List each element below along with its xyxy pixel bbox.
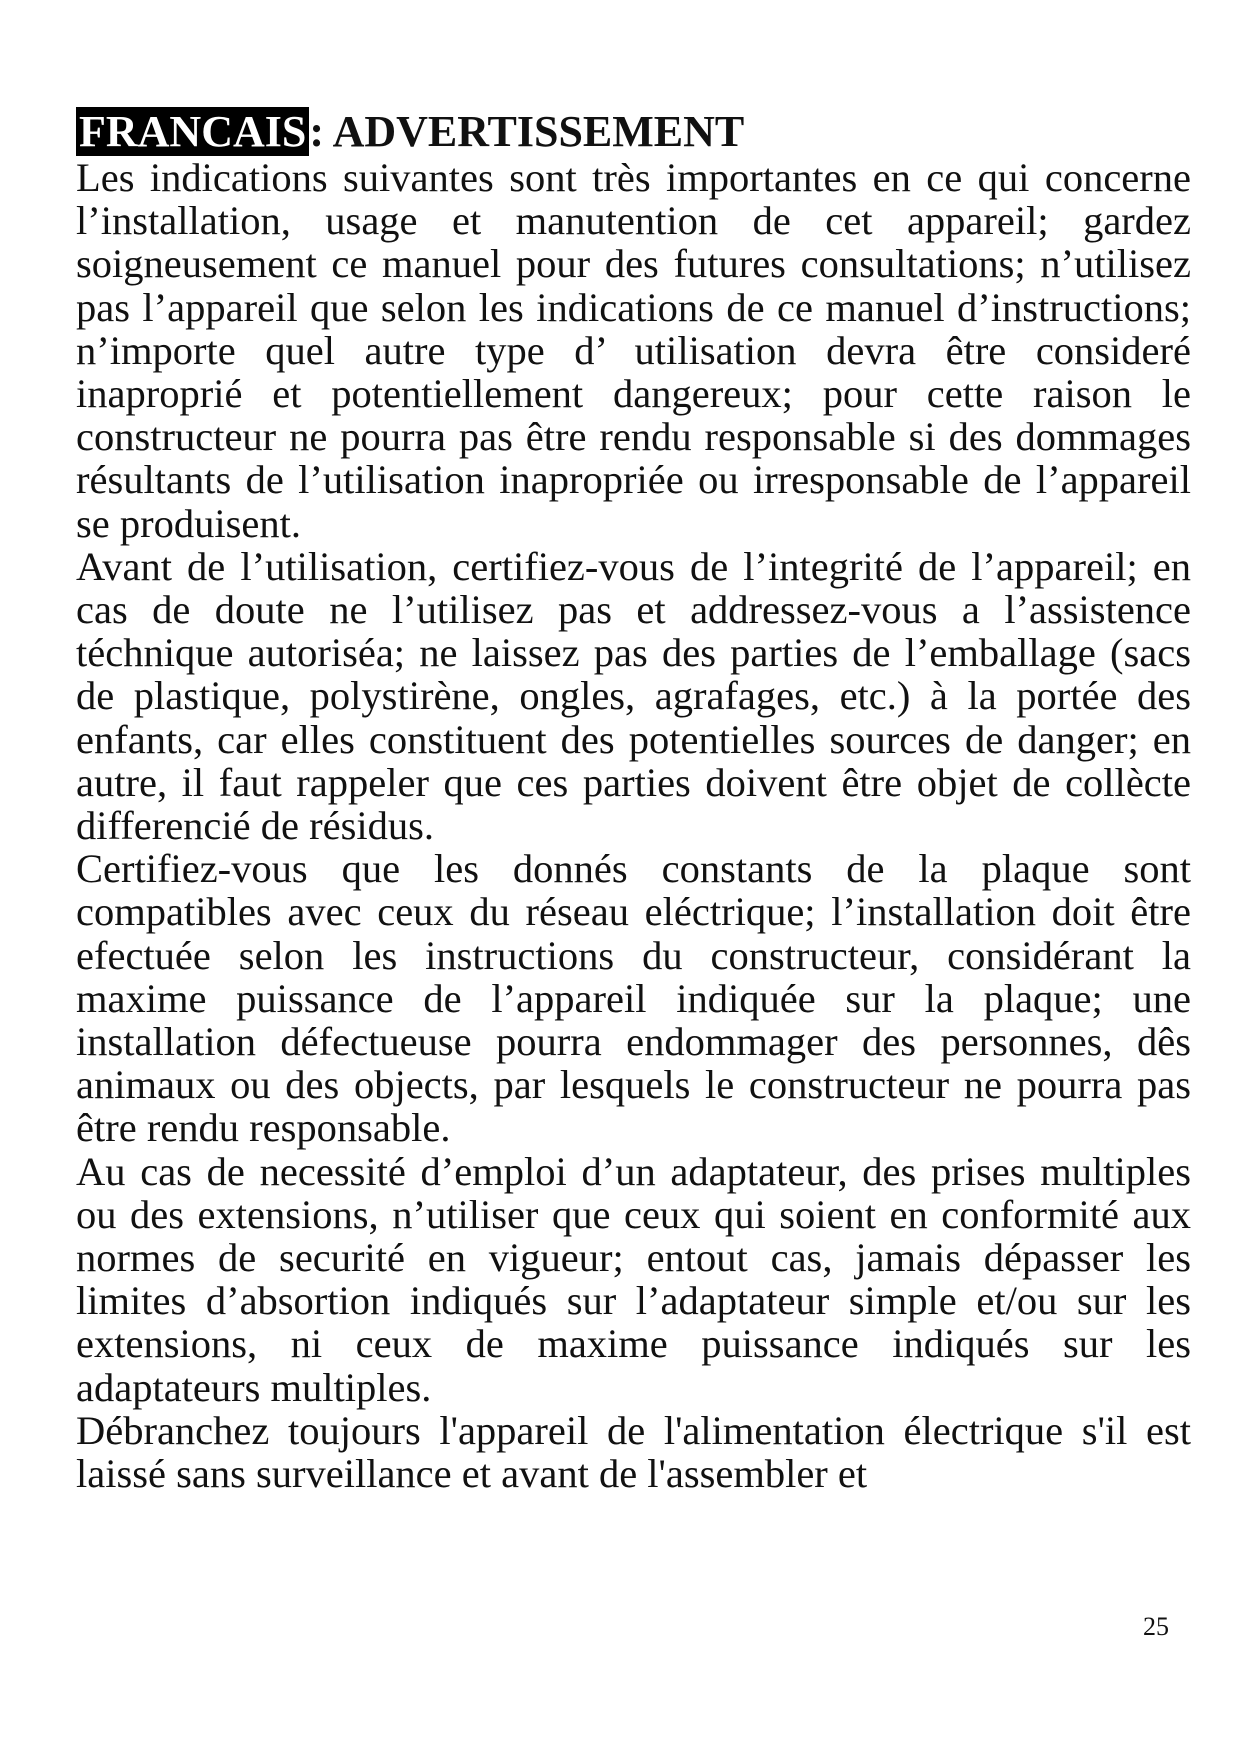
language-label: FRANCAIS: [76, 107, 309, 156]
document-page: [76, 108, 1191, 1495]
heading-title: ADVERTISSEMENT: [332, 107, 745, 156]
paragraph-usage: Les indications suivantes sont très importantes en ce qui concerne l’installation, usage et manutention de cet appareil; gardez soigneusement ce manuel pour des futures consultations; n’utilisez pas l’appareil que selon les indications de ce manuel d’instructions; n’importe quel autre type d’ utilisation devra être consideré inaproprié et potentiellement dangereux; pour cette raison le constructeur ne pourra pas être rendu responsable si des dommages résultants de l’utilisation inapropriée ou irresponsable de l’appareil se produisent.: [76, 155, 1191, 546]
page-heading: [76, 108, 1191, 156]
warning-body: [76, 156, 1191, 1495]
page-number: 25: [1143, 1612, 1169, 1641]
heading-separator: :: [309, 107, 325, 156]
paragraph-packaging: Avant de l’utilisation, certifiez-vous de l’integrité de l’appareil; en cas de doute ne l’utilisez pas et addressez-vous a l’assistence téchnique autoriséa; ne laissez pas des parties de l’emballage (sacs de plastique, polystirène, ongles, agrafages, etc.) à la portée des enfants, car elles constituent des potentielles sources de danger; en autre, il faut rappeler que ces parties doivent être objet de collècte differencié de résidus.: [76, 543, 1191, 849]
paragraph-installation: Certifiez-vous que les donnés constants de la plaque sont compatibles avec ceux du réseau eléctrique; l’installation doit être efectuée selon les instructions du constructeur, considérant la maxime puissance de l’appareil indiquée sur la plaque; une installation défectueuse pourra endommager des personnes, dês animaux ou des objects, par lesquels le constructeur ne pourra pas être rendu responsable.: [76, 846, 1191, 1151]
paragraph-unplug: Débranchez toujours l'appareil de l'alimentation électrique s'il est laissé sans surveillance et avant de l'assembler et: [76, 1407, 1191, 1497]
paragraph-adaptors: Au cas de necessité d’emploi d’un adaptateur, des prises multiples ou des extensions, n’utiliser que ceux qui soient en conformité aux normes de securité en vigueur; entout cas, jamais dépasser les limites d’absortion indiqués sur l’adaptateur simple et/ou sur les extensions, ni ceux de maxime puissance indiqués sur les adaptateurs multiples.: [76, 1148, 1191, 1410]
